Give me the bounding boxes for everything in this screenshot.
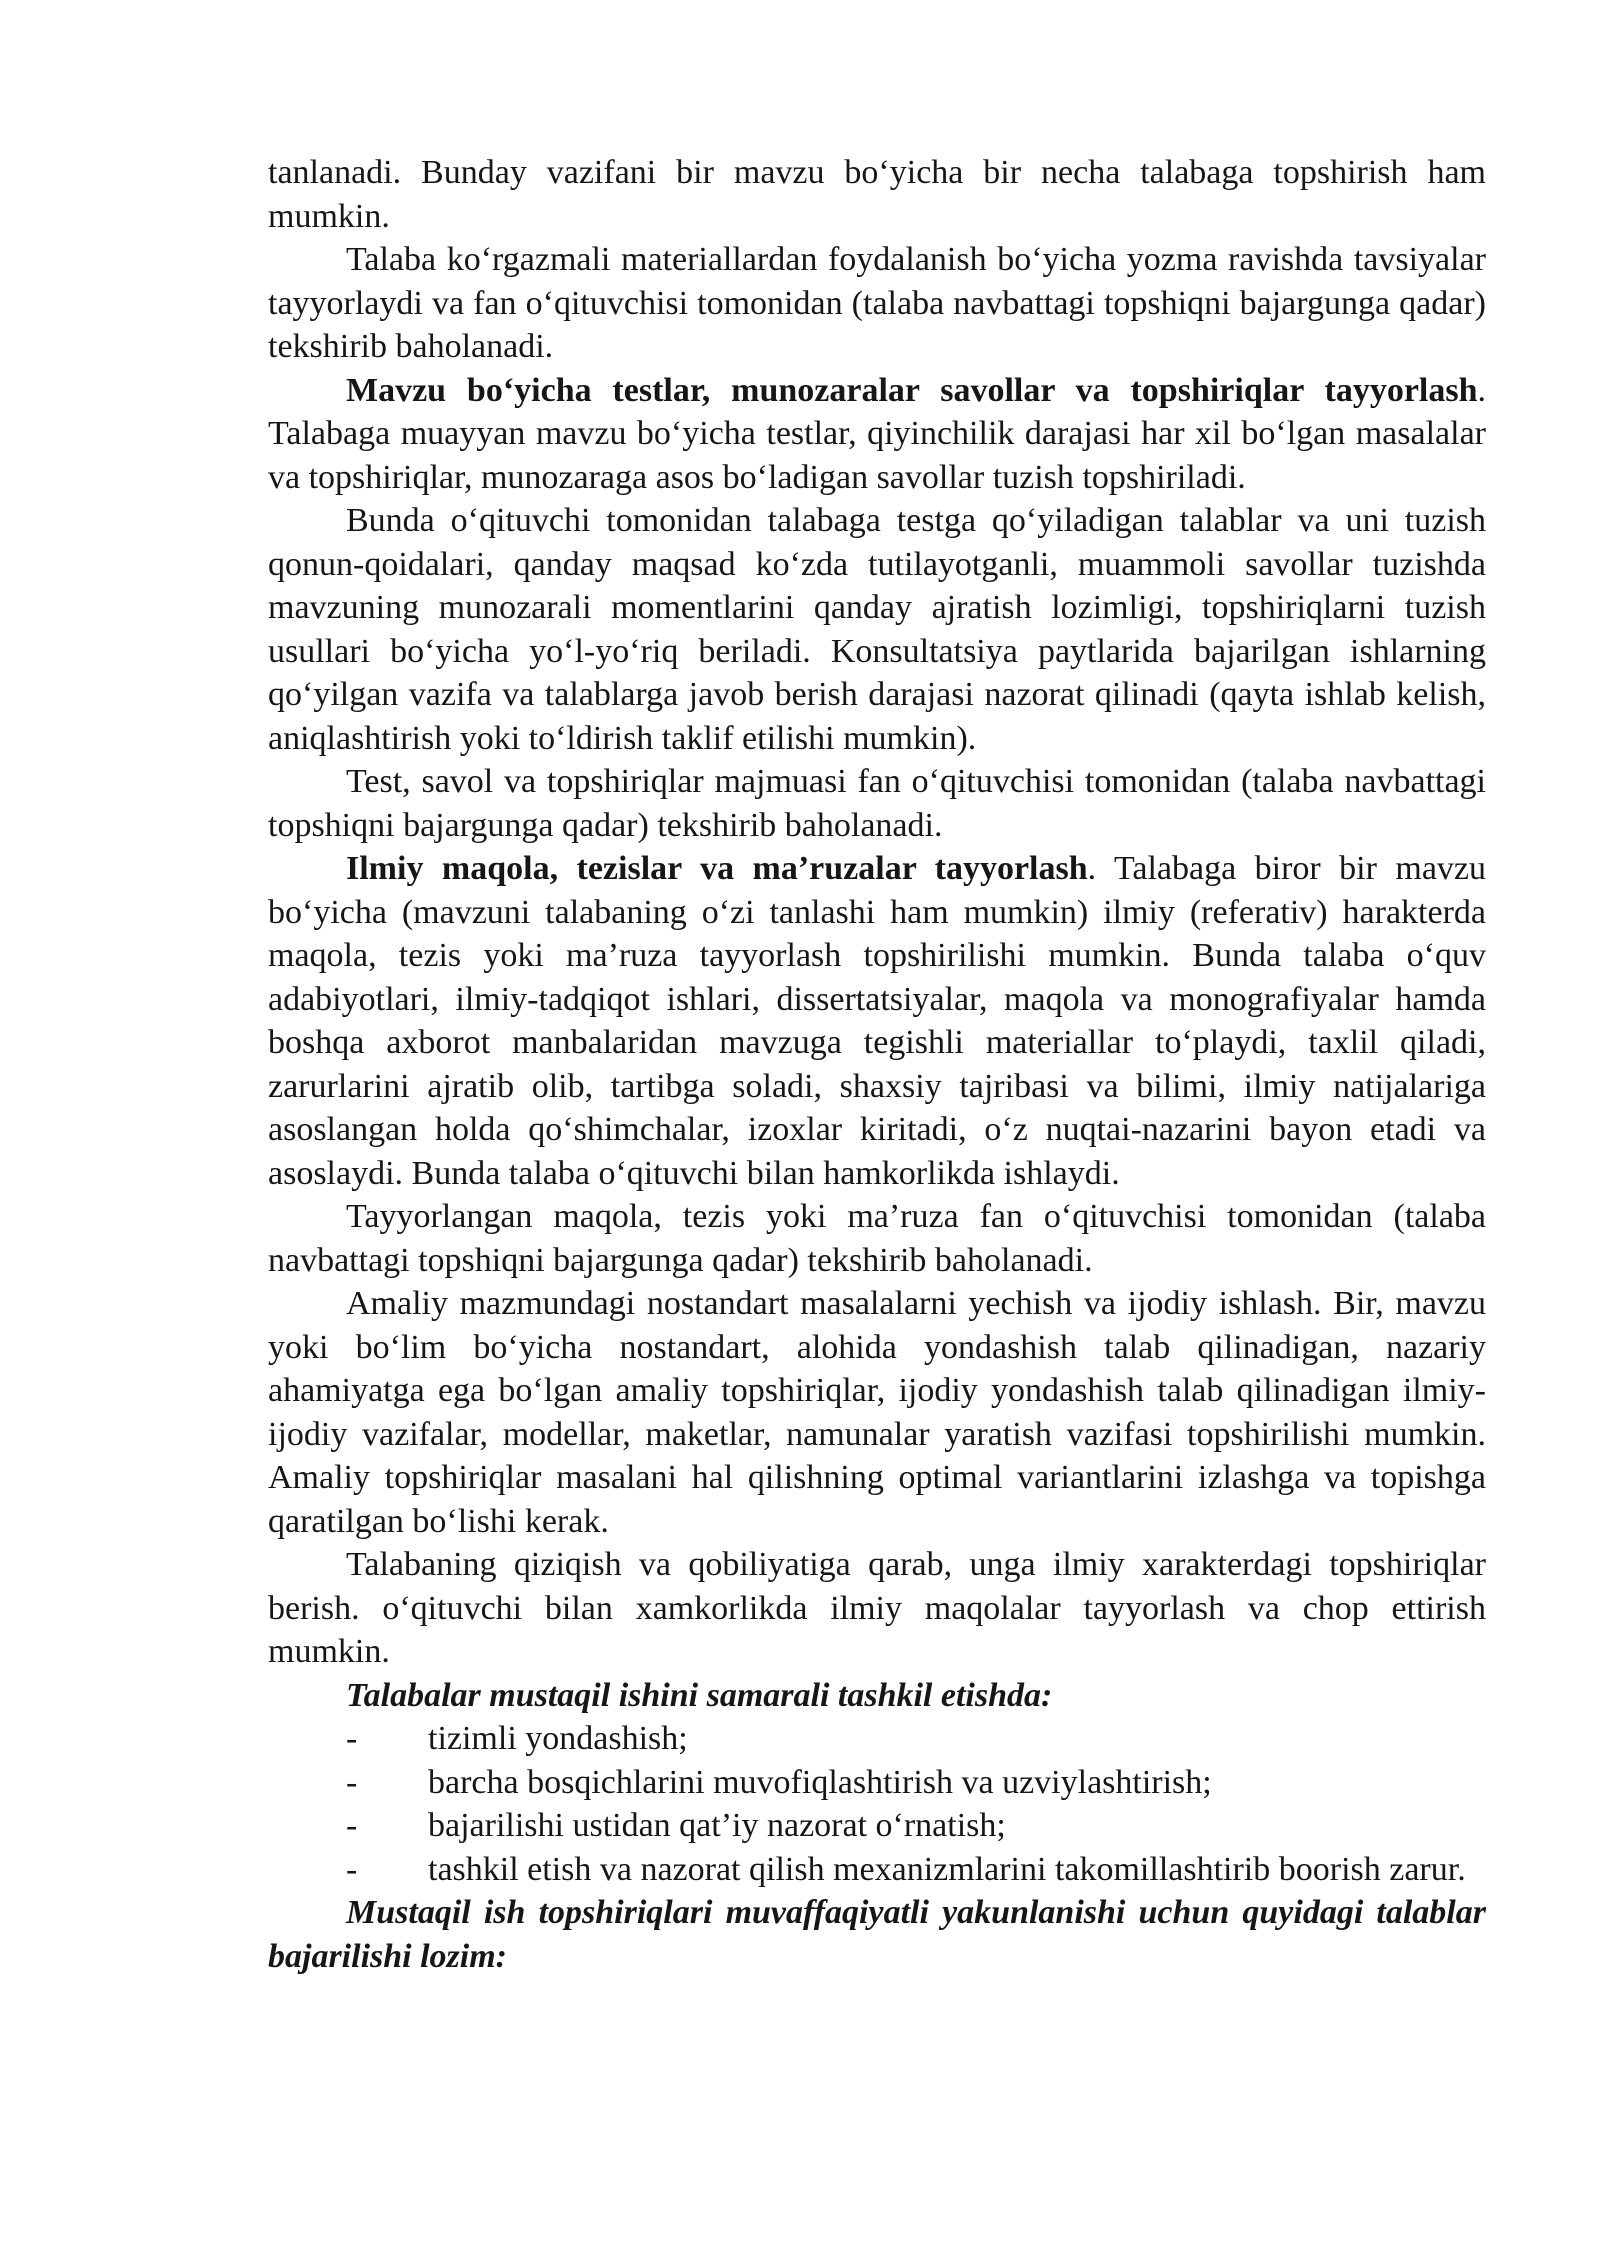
- paragraph: Test, savol va topshiriqlar majmuasi fan o‘qituvchisi tomonidan (talaba navbattagi topshiqni bajargunga qadar) tekshirib baholanadi.: [268, 763, 1486, 844]
- paragraph-text: . Talabaga muayyan mavzu bo‘yicha testlar, qiyinchilik darajasi har xil bo‘lgan masalalar va topshiriqlar, munozaraga asos bo‘ladigan savollar tuzish topshiriladi.: [268, 371, 1486, 496]
- list-item: [268, 1804, 1486, 1848]
- list-item-text: barcha bosqichlarini muvofiqlashtirish va uzviylashtirish;: [428, 1763, 1212, 1801]
- paragraph: [268, 369, 1486, 500]
- list-item-text: tashkil etish va nazorat qilish mexanizmlarini takomillashtirib boorish zarur.: [428, 1850, 1466, 1888]
- list-item-text: bajarilishi ustidan qat’iy nazorat o‘rnatish;: [428, 1807, 1006, 1844]
- paragraph: Talaba ko‘rgazmali materiallardan foydalanish bo‘yicha yozma ravishda tavsiyalar tayyorlaydi va fan o‘qituvchisi tomonidan (talaba navbattagi topshiqni bajargunga qadar) tekshirib baholanadi.: [268, 241, 1486, 365]
- list-dash: -: [346, 1807, 358, 1844]
- paragraph: Tayyorlangan maqola, tezis yoki ma’ruza fan o‘qituvchisi tomonidan (talaba navbattagi topshiqni bajargunga qadar) tekshirib baholanadi.: [268, 1198, 1486, 1279]
- closing-heading: Mustaqil ish topshiriqlari muvaffaqiyatli yakunlanishi uchun quyidagi talablar bajarilishi lozim:: [268, 1894, 1486, 1975]
- list-dash: -: [346, 1763, 358, 1801]
- paragraph: Bunda o‘qituvchi tomonidan talabaga testga qo‘yiladigan talablar va uni tuzish qonun-qoidalari, qanday maqsad ko‘zda tutilayotganli, muammoli savollar tuzishda mavzuning munozarali momentlarini qanday ajratish lozimligi, topshiriqlarni tuzish usullari bo‘yicha yo‘l-yo‘riq beriladi. Konsultatsiya paytlarida bajarilgan ishlarning qo‘yilgan vazifa va talablarga javob berish darajasi nazorat qilinadi (qayta ishlab kelish, aniqlashtirish yoki to‘ldirish taklif etilishi mumkin).: [268, 502, 1486, 757]
- list-item-text: tizimli yondashish;: [428, 1720, 688, 1757]
- document-body: [268, 151, 1486, 1978]
- list-dash: -: [346, 1850, 358, 1888]
- paragraph: Amaliy mazmundagi nostandart masalalarni yechish va ijodiy ishlash. Bir, mavzu yoki bo‘lim bo‘yicha nostandart, alohida yondashish talab qilinadigan, nazariy ahamiyatga ega bo‘lgan amaliy topshiriqlar, ijodiy yondashish talab qilinadigan ilmiy-ijodiy vazifalar, modellar, maketlar, namunalar yaratish vazifasi topshirilishi mumkin. Amaliy topshiriqlar masalani hal qilishning optimal variantlarini izlashga va topishga qaratilgan bo‘lishi kerak.: [268, 1285, 1486, 1540]
- paragraph: [268, 847, 1486, 1195]
- list-dash: -: [346, 1720, 358, 1757]
- paragraph-text: . Talabaga biror bir mavzu bo‘yicha (mavzuni talabaning o‘zi tanlashi ham mumkin) ilmiy (referativ) harakterda maqola, tezis yoki ma’ruza tayyorlash topshirilishi mumkin. Bunda talaba o‘quv adabiyotlari, ilmiy-tadqiqot ishlari, dissertatsiyalar, maqola va monografiyalar hamda boshqa axborot manbalaridan mavzuga tegishli materiallar to‘playdi, taxlil qiladi, zarurlarini ajratib olib, tartibga soladi, shaxsiy tajribasi va bilimi, ilmiy natijalariga asoslangan holda qo‘shimchalar, izoxlar kiritadi, o‘z nuqtai-nazarini bayon etadi va asoslaydi. Bunda talaba o‘qituvchi bilan hamkorlikda ishlaydi.: [268, 850, 1487, 1192]
- list-heading: Talabalar mustaqil ishini samarali tashkil etishda:: [346, 1676, 1053, 1714]
- section-heading: Mavzu bo‘yicha testlar, munozaralar savollar va topshiriqlar tayyorlash: [346, 371, 1478, 409]
- paragraph: Talabaning qiziqish va qobiliyatiga qarab, unga ilmiy xarakterdagi topshiriqlar berish. o‘qituvchi bilan xamkorlikda ilmiy maqolalar tayyorlash va chop ettirish mumkin.: [268, 1546, 1486, 1670]
- list-item: [268, 1761, 1486, 1805]
- list-item: [268, 1848, 1486, 1892]
- list-item: [268, 1717, 1486, 1761]
- section-heading: Ilmiy maqola, tezislar va ma’ruzalar tayyorlash: [346, 850, 1088, 887]
- paragraph: tanlanadi. Bunday vazifani bir mavzu bo‘yicha bir necha talabaga topshirish ham mumkin.: [268, 154, 1486, 235]
